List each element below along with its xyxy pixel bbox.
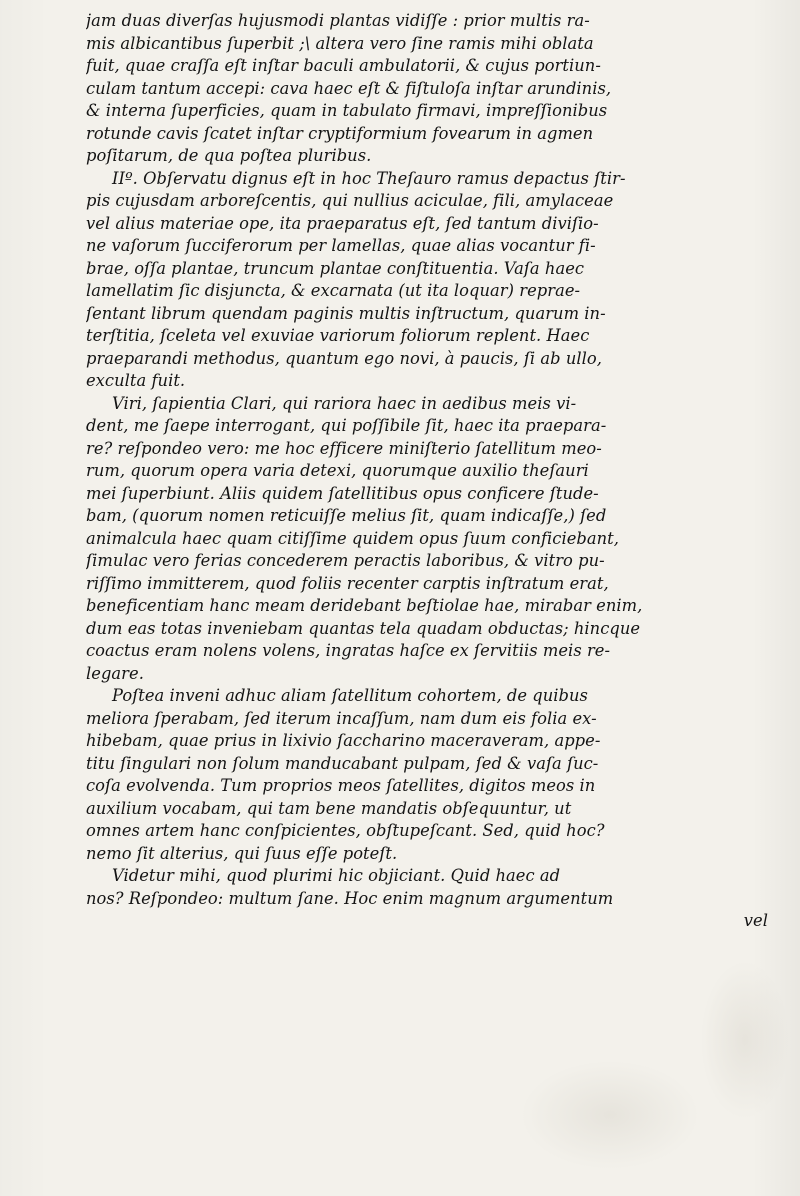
paragraph-start-line: Poſtea inveni adhuc aliam ſatellitum cohortem, de quibus <box>112 686 588 705</box>
text-line: beneficentiam hanc meam deridebant beſtiolae hae, mirabar enim, <box>86 596 643 615</box>
paragraph-start-line: Viri, ſapientia Clari, qui rariora haec in aedibus meis vi- <box>112 393 577 413</box>
text-line: praeparandi methodus, quantum ego novi, à paucis, ſi ab ullo, <box>86 348 602 368</box>
text-line: ſimulac vero ferias concederem peractis laboribus, & vitro pu- <box>86 551 605 570</box>
text-line: terſtitia, ſceleta vel exuviae variorum foliorum replent. Haec <box>86 326 590 345</box>
text-line: animalcula haec quam citiſſime quidem opus ſuum conficiebant, <box>86 528 620 548</box>
text-line: fuit, quae craſſa eſt inſtar baculi ambulatorii, & cujus portiun- <box>86 56 601 75</box>
text-line: meliora ſperabam, ſed iterum incaſſum, nam dum eis folia ex- <box>86 708 597 728</box>
text-line: & interna ſuperficies, quam in tabulato firmavi, impreſſionibus <box>86 101 608 120</box>
text-line: ſentant librum quendam paginis multis inſtructum, quarum in- <box>86 303 606 323</box>
text-line: pis cujusdam arboreſcentis, qui nullius aciculae, fili, amylaceae <box>86 191 614 210</box>
paper-stain <box>700 960 790 1120</box>
text-line: bam, (quorum nomen reticuiſſe melius ſit, quam indicaſſe,) ſed <box>86 506 607 525</box>
text-line: titu ſingulari non ſolum manducabant pulpam, ſed & vaſa ſuc- <box>86 753 599 773</box>
text-line: dent, me ſaepe interrogant, qui poſſibile ſit, haec ita praepara- <box>86 416 607 435</box>
text-line: nemo ſit alterius, qui ſuus eſſe poteſt. <box>86 843 398 863</box>
paper-stain <box>520 1060 700 1170</box>
text-line: re? reſpondeo vero: me hoc efficere miniſterio ſatellitum meo- <box>86 438 602 458</box>
text-line: brae, oſſa plantae, truncum plantae conſtituentia. Vaſa haec <box>86 258 585 278</box>
text-line: poſitarum, de qua poſtea pluribus. <box>86 146 372 165</box>
text-line: legare. <box>86 663 144 683</box>
text-line: rotunde cavis ſcatet inſtar cryptiformium fovearum in agmen <box>86 123 594 143</box>
text-line: jam duas diverſas hujusmodi plantas vidiſſe : prior multis ra- <box>86 11 590 30</box>
text-line: mei ſuperbiunt. Aliis quidem ſatellitibus opus conficere ſtude- <box>86 483 599 503</box>
text-line: rum, quorum opera varia detexi, quorumque auxilio theſauri <box>86 461 589 480</box>
text-line: exculta fuit. <box>86 371 186 390</box>
text-line: coſa evolvenda. Tum proprios meos ſatellites, digitos meos in <box>86 776 596 795</box>
text-line: hibebam, quae prius in lixivio ſaccharino maceraveram, appe- <box>86 731 601 750</box>
text-line: culam tantum accepi: cava haec eſt & fiſtuloſa inſtar arundinis, <box>86 78 612 98</box>
text-line: riſſimo immitterem, quod foliis recenter carptis inſtratum erat, <box>86 573 609 593</box>
text-line: ne vaſorum ſucciferorum per lamellas, quae alias vocantur fi- <box>86 236 596 255</box>
catchword: vel <box>743 911 768 930</box>
text-line: omnes artem hanc conſpicientes, obſtupeſcant. Sed, quid hoc? <box>86 821 605 840</box>
paragraph-start-line: Videtur mihi, quod plurimi hic objiciant. Quid haec ad <box>112 866 561 885</box>
text-line: lamellatim ſic disjuncta, & excarnata (ut ita loquar) reprae- <box>86 281 581 300</box>
text-line: nos? Reſpondeo: multum ſane. Hoc enim magnum argumentum <box>86 888 614 908</box>
text-line: mis albicantibus ſuperbit ;\ altera vero ſine ramis mihi oblata <box>86 33 594 53</box>
text-line: auxilium vocabam, qui tam bene mandatis obſequuntur, ut <box>86 798 572 818</box>
section-start-line: IIº. Obſervatu dignus eſt in hoc Theſauro ramus depactus ſtir- <box>112 168 626 188</box>
text-line: coactus eram nolens volens, ingratas haſce ex ſervitiis meis re- <box>86 641 611 660</box>
latin-text-block <box>86 10 774 933</box>
text-line: vel alius materiae ope, ita praeparatus eſt, ſed tantum diviſio- <box>86 213 599 233</box>
text-line: dum eas totas inveniebam quantas tela quadam obductas; hincque <box>86 618 641 638</box>
